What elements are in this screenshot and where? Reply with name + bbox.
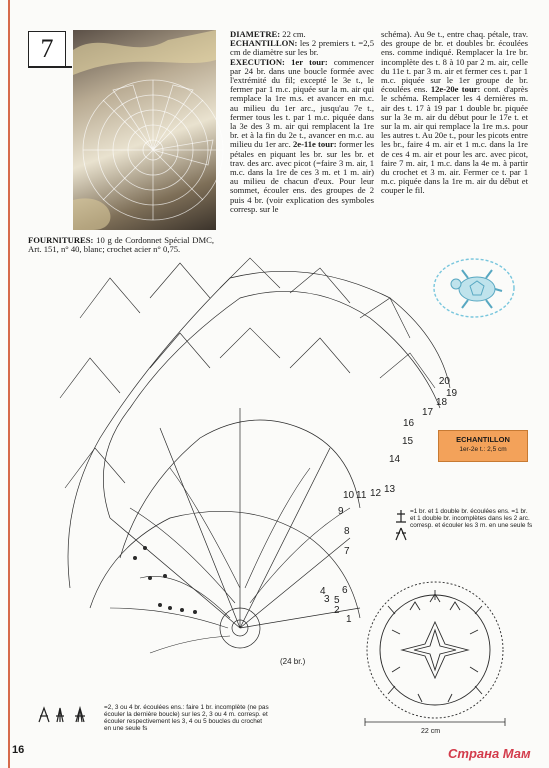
center-label: (24 br.) (280, 657, 306, 666)
round-number: 7 (344, 546, 350, 557)
dimension-label: 22 cm (421, 728, 441, 735)
tours2-11-text: former les pétales en piquant les br. sur les br. et trav. des arc. avec picot (=faire 3 m. air, 1 m.c. dans la 1re de ces 3 m. et 1 m. air) au milieu de chacun d'eux. Pour leur sommet, écouler ens. des groupes de 2 puis 4 br. (voir explication des symboles corresp. sur le (230, 139, 374, 214)
round-number: 4 (320, 586, 326, 597)
round-number: 10 (343, 490, 355, 501)
tag-subtitle: 1er-2e t.: 2,5 cm (459, 446, 507, 453)
supplies-label: FOURNITURES: (28, 235, 94, 245)
diameter-value: 22 cm. (282, 29, 306, 39)
legend-symbols-icon (36, 704, 100, 724)
motif-diagram (340, 572, 530, 732)
instructions-column-1 (230, 30, 374, 214)
round-number: 15 (402, 436, 414, 447)
col3-intro: schéma). Au 9e t., entre chaq. pétale, trav. des groupe de br. et doubles br. écoulées ens. comme indiqué. Remplacer la 1re br. incomplète des t. 8 à 10 par 2 m. air, celle du 11e t. par 3 m. air et fermer ces t. par 1 m.c. piquée sur le 1er groupe de br. écoulées ens. (381, 29, 528, 95)
stitch-symbol-icon (392, 508, 410, 542)
round-number: 16 (403, 418, 415, 429)
tour1-label: 1er tour: (291, 56, 328, 67)
page-edge (8, 0, 10, 768)
round-number: 18 (436, 397, 448, 408)
round-number: 2 (334, 605, 340, 616)
legend-bottom: =2, 3 ou 4 br. écoulées ens.: faire 1 br. incomplète (ne pas écouler la dernière boucle) sur les 2, 3 ou 4 m. corresp. et écouler respectivement les 3, 4 ou 5 boucles du crochet en une seule fs (104, 704, 269, 732)
legend-right: =1 br. et 1 double br. écoulées ens. =1 br. et 1 double br. incomplètes dans les 2 arc. corresp. et écouler les 3 m. en une seule fs (410, 508, 533, 529)
execution-label: EXECUTION: (230, 56, 285, 67)
supplies-text (28, 236, 214, 254)
tour1-text: commencer par 24 br. dans une boucle formée avec l'extrémité du fil; excepté le 3e t., le fermer par 1 m.c. piquée sur la m. air qui remplace la 1re m.s. et avancer en m.c. au milieu du 1er arc., jusqu'au 7e t., fermer tous les t. par 1 m.c. piquée dans la 3e des 3 m. air qui remplacent la 1re br. et à la fin du 2e t., avancer en m.c. au milieu du 1er arc. (230, 56, 374, 150)
watermark: Страна Мам (448, 746, 531, 761)
pattern-number: 7 (28, 31, 66, 67)
tours12-20-text: cont. d'après le schéma. Remplacer les 4 dernières m. air des t. 17 à 19 par 1 double br. piquée sur la 3e m. air du début pour le 17e t. et sur la m. air qui remplace la 1re m.s. pour les autres t. Au 20e t., pour les picots entre les br., faire 4 m. air et 1 m.c. dans la 1re de ces 4 m. air et pour les arc. avec picot, faire 7 m. air, 1 m.c. dans la 4e m. à partir du crochet et 3 m. air. Fermer ce t. par 1 m.c. piquée dans la 1re m. air du début et couper le fil. (381, 84, 528, 196)
tours12-20-label: 12e-20e tour: (430, 84, 481, 95)
round-number: 3 (324, 594, 330, 605)
round-number: 14 (389, 454, 401, 465)
round-number: 13 (384, 484, 396, 495)
round-number: 6 (342, 585, 348, 596)
round-number: 12 (370, 488, 382, 499)
round-number: 20 (438, 376, 450, 387)
tag-title: ECHANTILLON (456, 435, 510, 444)
number-rule (28, 66, 72, 68)
diameter-label: DIAMETRE: (230, 29, 281, 39)
round-number: 19 (446, 388, 458, 399)
round-number: 17 (422, 407, 434, 418)
round-number: 1 (346, 614, 352, 625)
round-number: 5 (334, 595, 340, 606)
page-number: 16 (12, 744, 25, 756)
round-number: 9 (338, 506, 344, 517)
sample-size-tag (438, 430, 528, 462)
round-number: 8 (344, 526, 350, 537)
sample-text: les 2 premiers t. =2,5 cm de diamètre sur les br. (230, 38, 374, 58)
supplies-body: 10 g de Cordonnet Spécial DMC, Art. 151, n° 40, blanc; crochet acier n° 0,75. (28, 235, 214, 255)
doily-photo (73, 30, 216, 230)
sample-label: ECHANTILLON: (230, 38, 298, 49)
round-number: 11 (356, 490, 367, 501)
instructions-column-2 (381, 30, 528, 196)
tours2-11-label: 2e-11e tour: (292, 139, 337, 150)
